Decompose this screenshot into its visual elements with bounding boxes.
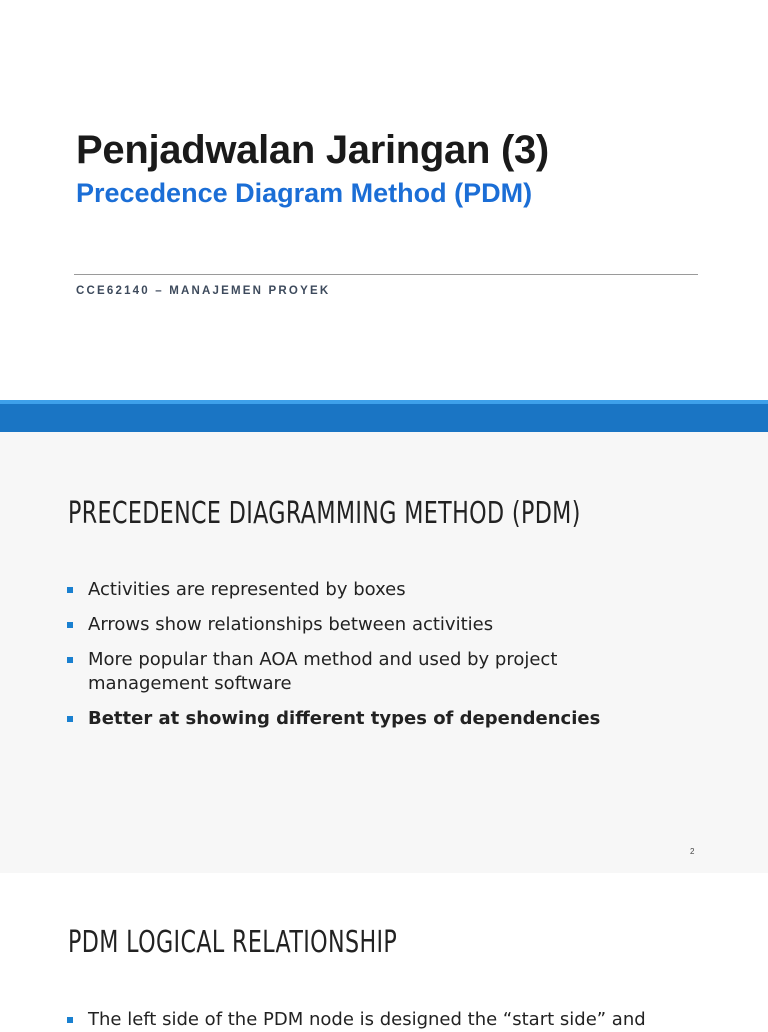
list-item	[66, 578, 608, 602]
slide-heading: PRECEDENCE DIAGRAMMING METHOD (PDM)	[68, 496, 581, 531]
bullet-text: Arrows show relationships between activities	[88, 614, 494, 635]
bullet-marker-icon	[67, 622, 73, 628]
bullet-marker-icon	[67, 1017, 73, 1023]
bullet-marker-icon	[67, 657, 73, 663]
divider-line	[74, 274, 698, 275]
list-item	[66, 648, 608, 696]
bullet-text: Better at showing different types of dependencies	[88, 708, 601, 729]
list-item	[66, 707, 608, 731]
list-item	[66, 1008, 646, 1032]
slide-heading: PDM LOGICAL RELATIONSHIP	[68, 925, 398, 960]
bullet-text: More popular than AOA method and used by project management software	[88, 649, 558, 694]
bullet-text: The left side of the PDM node is designed the “start side” and	[88, 1009, 646, 1030]
bullet-marker-icon	[67, 587, 73, 593]
list-item	[66, 613, 608, 637]
page-number: 2	[690, 847, 695, 856]
slide-separator-band	[0, 400, 768, 432]
slide-subtitle: Precedence Diagram Method (PDM)	[76, 178, 533, 208]
bullet-list	[66, 578, 608, 742]
slide-separator-highlight	[0, 400, 768, 404]
slide-title: Penjadwalan Jaringan (3)	[76, 128, 549, 172]
title-slide	[0, 0, 768, 400]
bullet-marker-icon	[67, 716, 73, 722]
bullet-text: Activities are represented by boxes	[88, 579, 406, 600]
course-label: CCE62140 – MANAJEMEN PROYEK	[76, 285, 331, 297]
